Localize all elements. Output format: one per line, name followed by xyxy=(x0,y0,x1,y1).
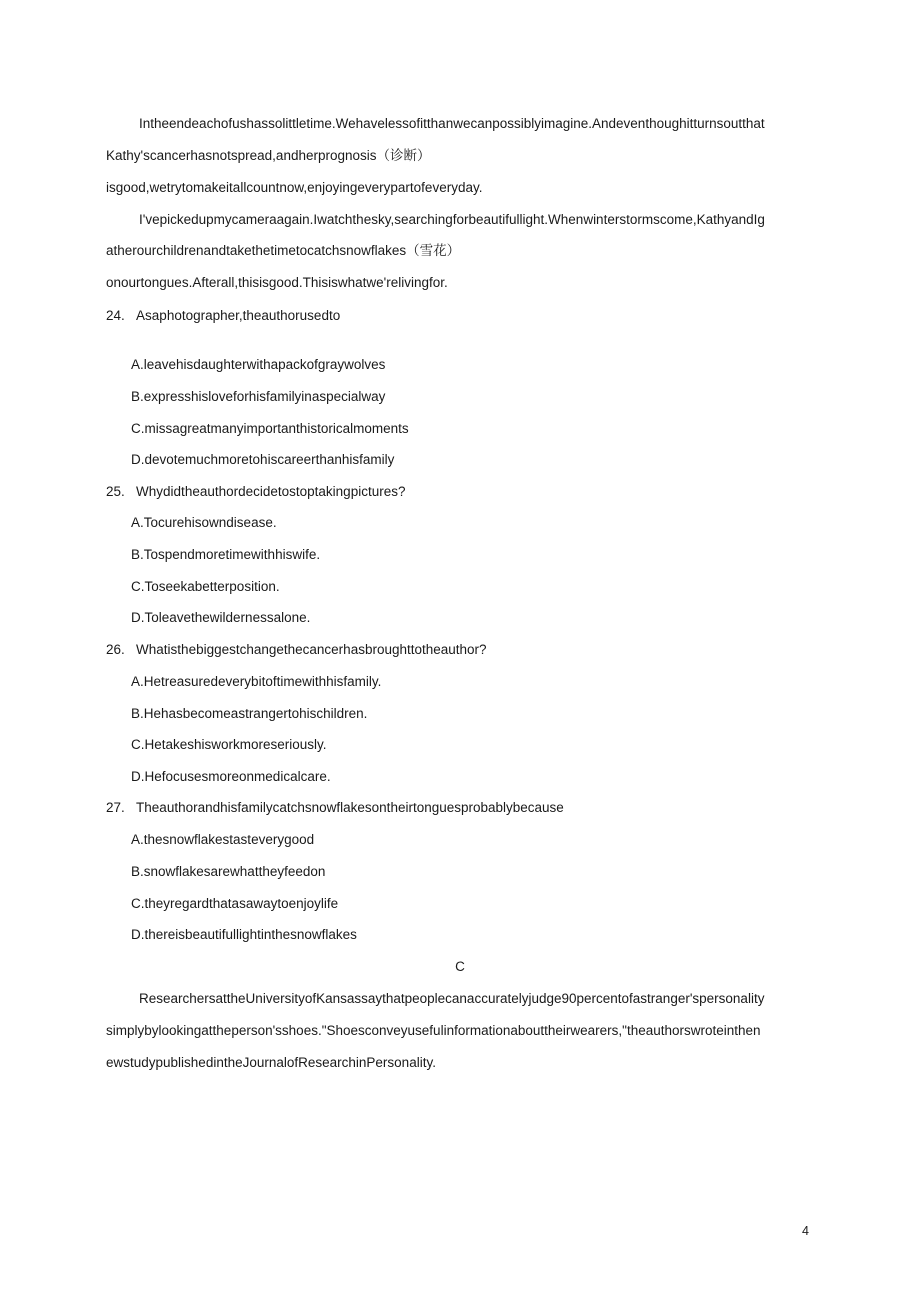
question-text: Whatisthebiggestchangethecancerhasbroughttotheauthor? xyxy=(136,642,487,657)
question-text: Asaphotographer,theauthorusedto xyxy=(136,308,341,323)
paragraph-line: ResearchersattheUniversityofKansassaythatpeoplecanaccuratelyjudge90percentofastranger'spersonality xyxy=(139,991,765,1006)
question-text: Theauthorandhisfamilycatchsnowflakesontheirtonguesprobablybecause xyxy=(136,800,564,815)
answer-option: A.Tocurehisowndisease. xyxy=(131,515,277,530)
answer-option: D.thereisbeautifullightinthesnowflakes xyxy=(131,927,357,942)
paragraph-line: I'vepickedupmycameraagain.Iwatchthesky,searchingforbeautifullight.Whenwinterstormscome,KathyandIg xyxy=(139,212,765,227)
question-stem xyxy=(106,308,340,324)
question-number: 25. xyxy=(106,484,125,499)
question-number: 24. xyxy=(106,308,125,323)
answer-option: C.Hetakeshisworkmoreseriously. xyxy=(131,737,327,752)
answer-option: D.Hefocusesmoreonmedicalcare. xyxy=(131,769,331,784)
answer-option: B.snowflakesarewhattheyfeedon xyxy=(131,864,326,879)
answer-option: B.Tospendmoretimewithhiswife. xyxy=(131,547,321,562)
answer-option: A.Hetreasuredeverybitoftimewithhisfamily. xyxy=(131,674,382,689)
paragraph-line: Intheendeachofushassolittletime.Wehavelessofitthanwecanpossiblyimagine.Andeventhoughitturnsoutthat xyxy=(139,116,765,131)
answer-option: D.Toleavethewildernessalone. xyxy=(131,610,311,625)
answer-option: D.devotemuchmoretohiscareerthanhisfamily xyxy=(131,452,395,467)
answer-option: C.missagreatmanyimportanthistoricalmoments xyxy=(131,421,409,436)
answer-option: B.expresshisloveforhisfamilyinaspecialway xyxy=(131,389,386,404)
paragraph-line: atherourchildrenandtakethetimetocatchsnowflakes（雪花） xyxy=(106,243,461,258)
paragraph-line: simplybylookingattheperson'sshoes."Shoesconveyusefulinformationabouttheirwearers,"theauthorswroteinthen xyxy=(106,1023,761,1038)
section-heading: C xyxy=(455,959,465,974)
answer-option: C.Toseekabetterposition. xyxy=(131,579,280,594)
question-number: 26. xyxy=(106,642,125,657)
question-stem xyxy=(106,484,405,500)
page-number: 4 xyxy=(802,1224,809,1238)
paragraph-line: onourtongues.Afterall,thisisgood.Thisiswhatwe'relivingfor. xyxy=(106,275,448,290)
question-number: 27. xyxy=(106,800,125,815)
paragraph-line: ewstudypublishedintheJournalofResearchinPersonality. xyxy=(106,1055,436,1070)
answer-option: B.Hehasbecomeastrangertohischildren. xyxy=(131,706,368,721)
paragraph-line: isgood,wetrytomakeitallcountnow,enjoyingeverypartofeveryday. xyxy=(106,180,483,195)
paragraph-line: Kathy'scancerhasnotspread,andherprognosis（诊断） xyxy=(106,148,431,163)
answer-option: A.thesnowflakestasteverygood xyxy=(131,832,315,847)
answer-option: A.leavehisdaughterwithapackofgraywolves xyxy=(131,357,386,372)
question-stem xyxy=(106,642,487,658)
question-text: Whydidtheauthordecidetostoptakingpictures? xyxy=(136,484,406,499)
answer-option: C.theyregardthatasawaytoenjoylife xyxy=(131,896,339,911)
question-stem xyxy=(106,800,564,816)
